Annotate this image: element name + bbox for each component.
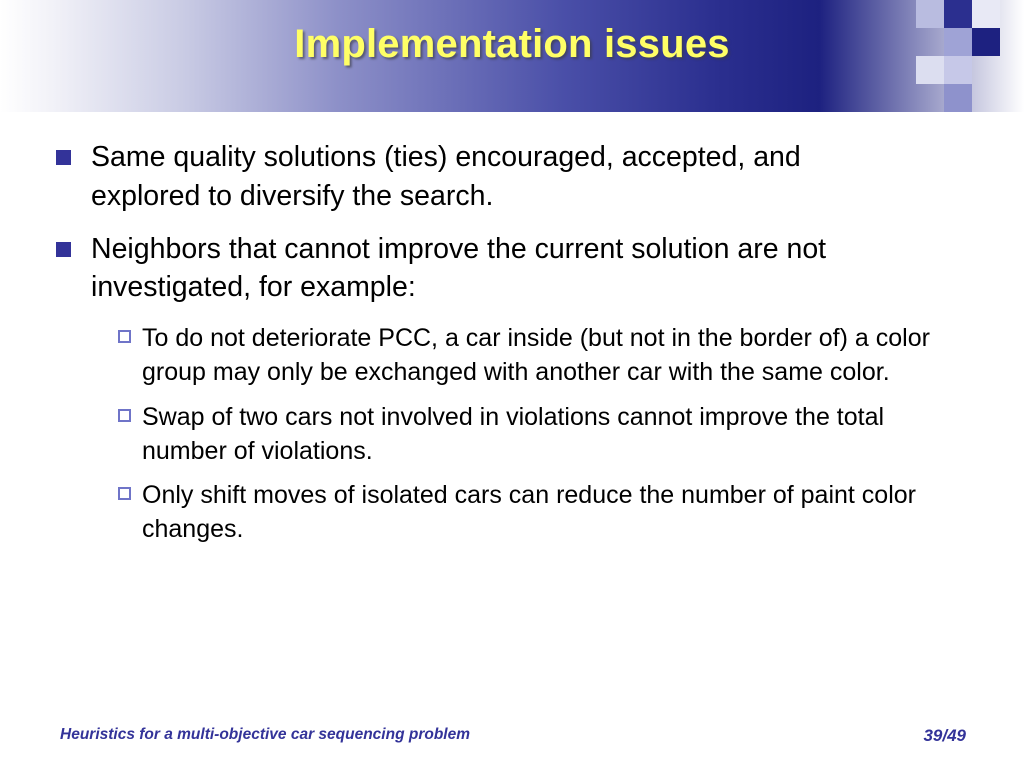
bullet-text: Neighbors that cannot improve the current solution are not investigated, for example: bbox=[91, 232, 827, 304]
list-item bbox=[118, 478, 986, 547]
sub-bullet-text: To do not deteriorate PCC, a car inside (but not in the border of) a color group may only be exchanged with another car with the same color. bbox=[142, 324, 930, 387]
footer-title: Heuristics for a multi-objective car sequencing problem bbox=[60, 726, 470, 743]
slide-number: 39/49 bbox=[923, 726, 966, 745]
hollow-square-bullet-icon bbox=[118, 330, 131, 343]
list-item bbox=[56, 138, 986, 216]
sub-list bbox=[118, 321, 986, 547]
slide-body bbox=[56, 138, 986, 557]
list-item bbox=[56, 230, 986, 308]
page-title: Implementation issues bbox=[294, 22, 730, 66]
slide-header bbox=[0, 0, 1024, 112]
sub-bullet-text: Only shift moves of isolated cars can reduce the number of paint color changes. bbox=[142, 481, 916, 544]
bullet-text: Same quality solutions (ties) encouraged, accepted, and explored to diversify the search. bbox=[91, 141, 801, 212]
square-bullet-icon bbox=[56, 150, 71, 165]
square-bullet-icon bbox=[56, 242, 71, 257]
hollow-square-bullet-icon bbox=[118, 487, 131, 500]
list-item bbox=[118, 321, 986, 390]
decor-square bbox=[944, 84, 972, 112]
sub-bullet-text: Swap of two cars not involved in violations cannot improve the total number of violations. bbox=[142, 402, 885, 465]
list-item bbox=[118, 400, 986, 469]
hollow-square-bullet-icon bbox=[118, 409, 131, 422]
